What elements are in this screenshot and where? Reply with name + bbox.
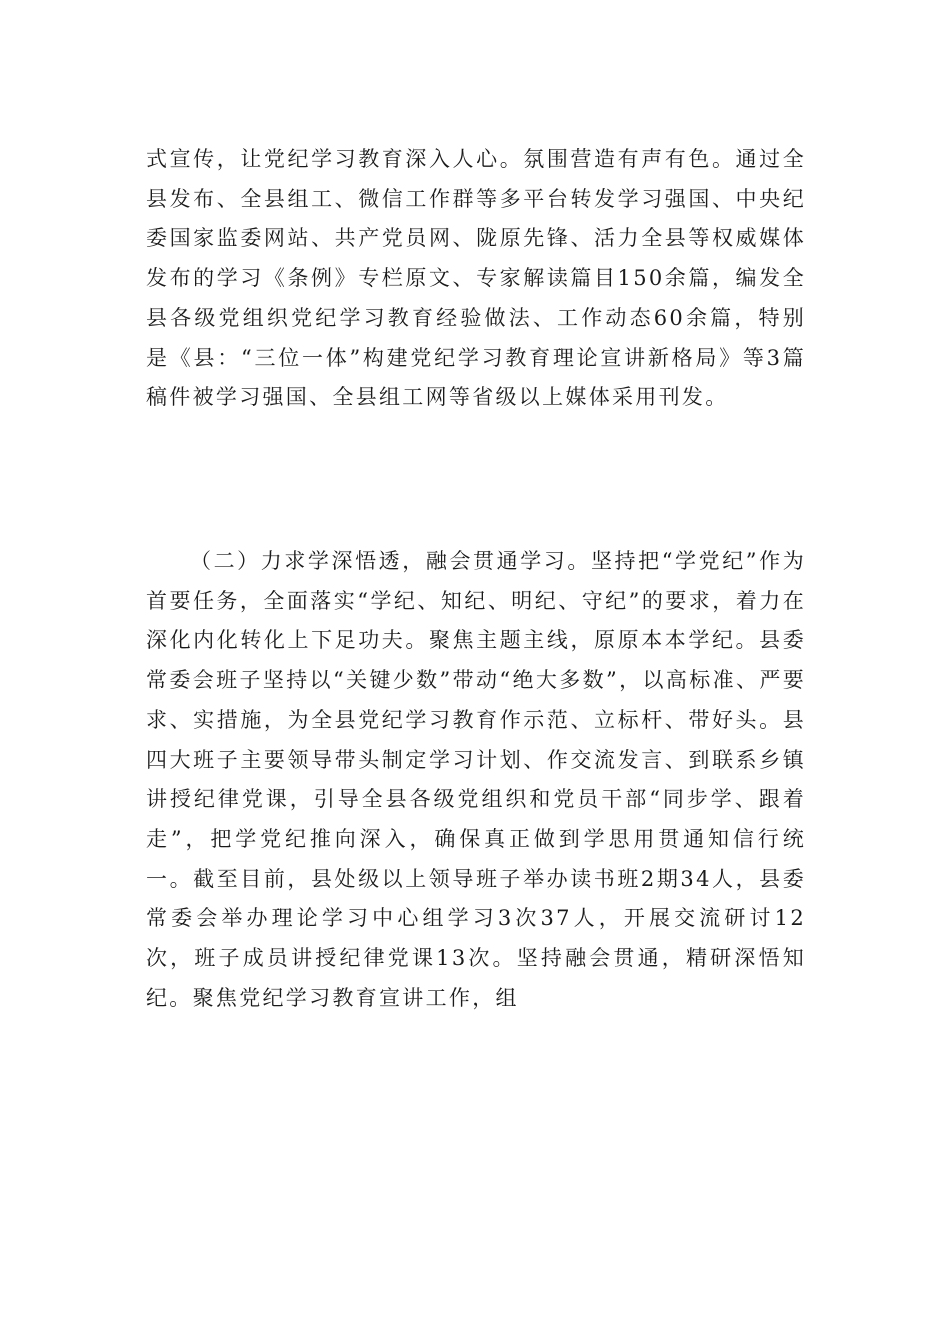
body-paragraph-publicity: 式宣传，让党纪学习教育深入人心。氛围营造有声有色。通过全县发布、全县组工、微信工作群等多平台转发学习强国、中央纪委国家监委网站、共产党员网、陇原先锋、活力全县等权威媒体发布的学习《条例》专栏原文、专家解读篇目150余篇，编发全县各级党组织党纪学习教育经验做法、工作动态60余篇，特别是《县：“三位一体”构建党纪学习教育理论宣讲新格局》等3篇稿件被学习强国、全县组工网等省级以上媒体采用刊发。 bbox=[146, 147, 806, 410]
body-paragraph-study: （二）力求学深悟透，融会贯通学习。坚持把“学党纪”作为首要任务，全面落实“学纪、知纪、明纪、守纪”的要求，着力在深化内化转化上下足功夫。聚焦主题主线，原原本本学纪。县委常委会班子坚持以“关键少数”带动“绝大多数”，以高标准、严要求、实措施，为全县党纪学习教育作示范、立标杆、带好头。县四大班子主要领导带头制定学习计划、作交流发言、到联系乡镇讲授纪律党课，引导全县各级党组织和党员干部“同步学、跟着走”，把学党纪推向深入，确保真正做到学思用贯通知信行统一。截至目前，县处级以上领导班子举办读书班2期34人，县委常委会举办理论学习中心组学习3次37人，开展交流研讨12次，班子成员讲授纪律党课13次。坚持融会贯通，精研深悟知纪。聚焦党纪学习教育宣讲工作，组 bbox=[146, 549, 806, 1010]
